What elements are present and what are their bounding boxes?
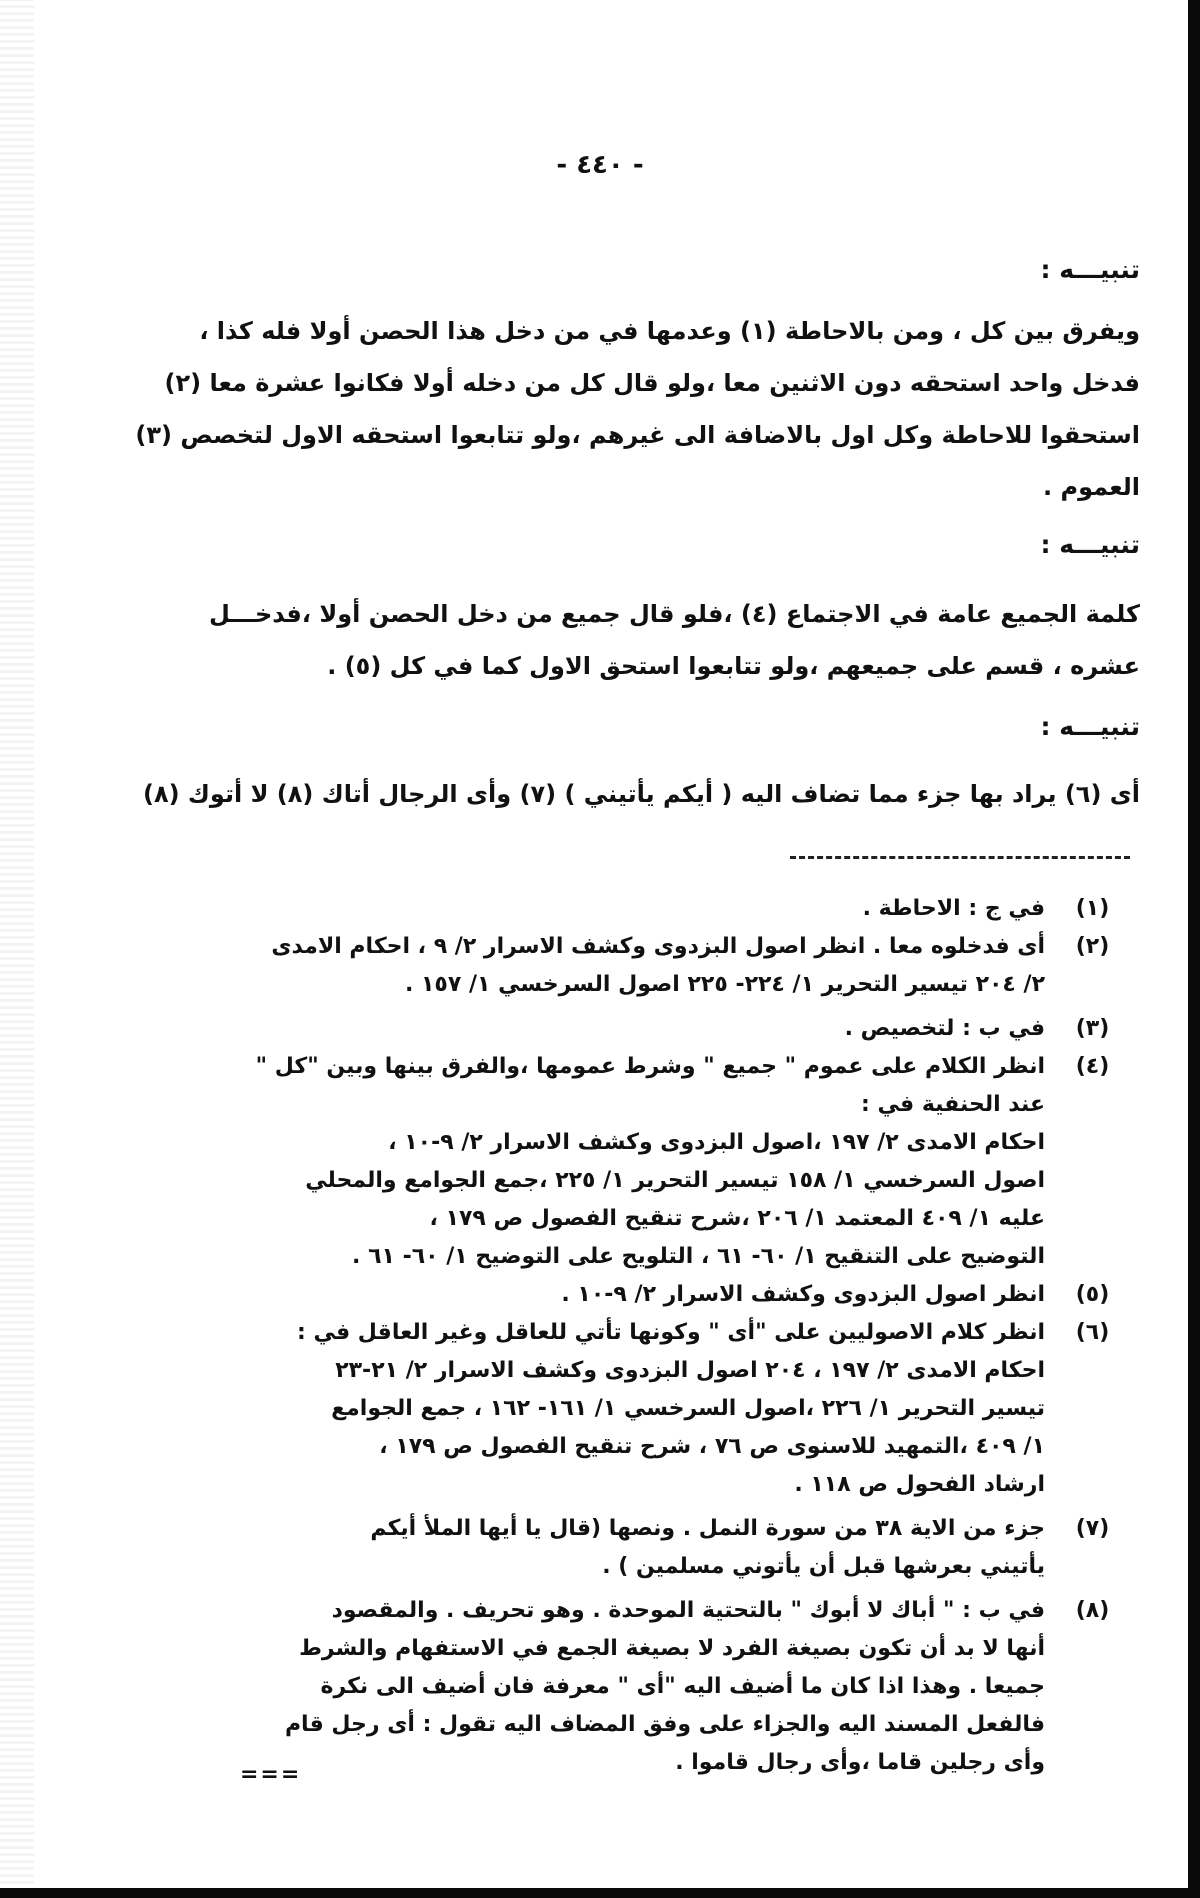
section-2-line-2: عشره ، قسم على جميعهم ،ولو تتابعوا استحق الاول كما في كل (٥) . bbox=[327, 652, 1140, 680]
footnote-number: (٣) bbox=[1075, 1016, 1110, 1041]
footnote-number: (٤) bbox=[1075, 1054, 1110, 1079]
footnote-line: انظر كلام الاصوليين على "أى " وكونها تأتي للعاقل وغير العاقل في : bbox=[297, 1320, 1045, 1345]
footnote-1 bbox=[40, 890, 1140, 928]
footnote-line: جزء من الاية ٣٨ من سورة النمل . ونصها (قال يا أيها الملأ أيكم bbox=[370, 1516, 1045, 1541]
end-mark: === bbox=[240, 1762, 302, 1787]
footnote-number: (٥) bbox=[1075, 1282, 1110, 1307]
footnote-separator bbox=[790, 856, 1130, 859]
footnote-6 bbox=[40, 1314, 1140, 1504]
footnote-line: احكام الامدى ٢/ ١٩٧ ،اصول البزدوى وكشف الاسرار ٢/ ٩-١٠ ، bbox=[388, 1130, 1045, 1155]
page-number: - ٤٤٠ - bbox=[556, 150, 644, 180]
footnote-line: أنها لا بد أن تكون بصيغة الفرد لا بصيغة الجمع في الاستفهام والشرط bbox=[299, 1636, 1045, 1661]
footnote-line: في ج : الاحاطة . bbox=[862, 896, 1045, 921]
section-1-body bbox=[130, 305, 1140, 513]
section-1-line-3: استحقوا للاحاطة وكل اول بالاضافة الى غيرهم ،ولو تتابعوا استحقه الاول لتخصص (٣) bbox=[135, 421, 1140, 449]
section-3-heading: تنبيـــه : bbox=[1040, 712, 1140, 741]
footnote-4 bbox=[40, 1048, 1140, 1276]
footnotes bbox=[40, 890, 1140, 1782]
footnote-number: (١) bbox=[1075, 896, 1110, 921]
section-3-line-1: أى (٦) يراد بها جزء مما تضاف اليه ( أيكم يأتيني ) (٧) وأى الرجال أتاك (٨) لا أتوك (٨) bbox=[142, 780, 1140, 808]
footnote-number: (٧) bbox=[1075, 1516, 1110, 1541]
footnote-number: (٢) bbox=[1075, 934, 1110, 959]
footnote-3 bbox=[40, 1010, 1140, 1048]
footnote-line: التوضيح على التنقيح ١/ ٦٠- ٦١ ، التلويح على التوضيح ١/ ٦٠- ٦١ . bbox=[352, 1244, 1045, 1269]
footnote-2 bbox=[40, 928, 1140, 1004]
footnote-line: ٢/ ٢٠٤ تيسير التحرير ١/ ٢٢٤- ٢٢٥ اصول السرخسي ١/ ١٥٧ . bbox=[404, 972, 1045, 997]
footnote-line: عليه ١/ ٤٠٩ المعتمد ١/ ٢٠٦ ،شرح تنقيح الفصول ص ١٧٩ ، bbox=[429, 1206, 1045, 1231]
footnote-line: عند الحنفية في : bbox=[861, 1092, 1045, 1117]
footnote-line: احكام الامدى ٢/ ١٩٧ ، ٢٠٤ اصول البزدوى وكشف الاسرار ٢/ ٢١-٢٣ bbox=[335, 1358, 1045, 1383]
footnote-line: فالفعل المسند اليه والجزاء على وفق المضاف اليه تقول : أى رجل قام bbox=[284, 1712, 1045, 1737]
scan-edge-bottom bbox=[0, 1888, 1200, 1898]
footnote-line: انظر الكلام على عموم " جميع " وشرط عمومها ،والفرق بينها وبين "كل " bbox=[255, 1054, 1045, 1079]
footnote-8 bbox=[40, 1592, 1140, 1782]
footnote-line: في ب : لتخصيص . bbox=[844, 1016, 1045, 1041]
footnote-line: اصول السرخسي ١/ ١٥٨ تيسير التحرير ١/ ٢٢٥ ،جمع الجوامع والمحلي bbox=[305, 1168, 1045, 1193]
footnote-line: انظر اصول البزدوى وكشف الاسرار ٢/ ٩-١٠ . bbox=[561, 1282, 1045, 1307]
footnote-line: ١/ ٤٠٩ ،التمهيد للاسنوى ص ٧٦ ، شرح تنقيح الفصول ص ١٧٩ ، bbox=[379, 1434, 1045, 1459]
section-1-heading: تنبيـــه : bbox=[1040, 255, 1140, 284]
footnote-line: في ب : " أباك لا أبوك " بالتحتية الموحدة . وهو تحريف . والمقصود bbox=[331, 1598, 1045, 1623]
footnote-7 bbox=[40, 1510, 1140, 1586]
section-2-heading: تنبيـــه : bbox=[1040, 530, 1140, 559]
footnote-line: يأتيني بعرشها قبل أن يأتوني مسلمين ) . bbox=[602, 1554, 1045, 1579]
footnote-line: جميعا . وهذا اذا كان ما أضيف اليه "أى " معرفة فان أضيف الى نكرة bbox=[320, 1674, 1045, 1699]
scan-edge-left bbox=[0, 0, 34, 1898]
section-3-body bbox=[130, 768, 1140, 820]
section-1-line-4: العموم . bbox=[1043, 473, 1140, 501]
footnote-number: (٦) bbox=[1075, 1320, 1110, 1345]
section-2-line-1: كلمة الجميع عامة في الاجتماع (٤) ،فلو قال جميع من دخل الحصن أولا ،فدخـــل bbox=[208, 600, 1140, 628]
scan-edge-right bbox=[1188, 0, 1200, 1898]
section-2-body bbox=[130, 588, 1140, 692]
section-1-line-2: فدخل واحد استحقه دون الاثنين معا ،ولو قال كل من دخله أولا فكانوا عشرة معا (٢) bbox=[164, 369, 1140, 397]
footnote-line: ارشاد الفحول ص ١١٨ . bbox=[794, 1472, 1045, 1497]
footnote-line: وأى رجلين قاما ،وأى رجال قاموا . bbox=[675, 1750, 1045, 1775]
footnote-number: (٨) bbox=[1075, 1598, 1110, 1623]
footnote-line: أى فدخلوه معا . انظر اصول البزدوى وكشف الاسرار ٢/ ٩ ، احكام الامدى bbox=[271, 934, 1045, 959]
section-1-line-1: ويفرق بين كل ، ومن بالاحاطة (١) وعدمها في من دخل هذا الحصن أولا فله كذا ، bbox=[199, 317, 1140, 345]
footnote-5 bbox=[40, 1276, 1140, 1314]
footnote-line: تيسير التحرير ١/ ٢٢٦ ،اصول السرخسي ١/ ١٦١- ١٦٢ ، جمع الجوامع bbox=[331, 1396, 1045, 1421]
